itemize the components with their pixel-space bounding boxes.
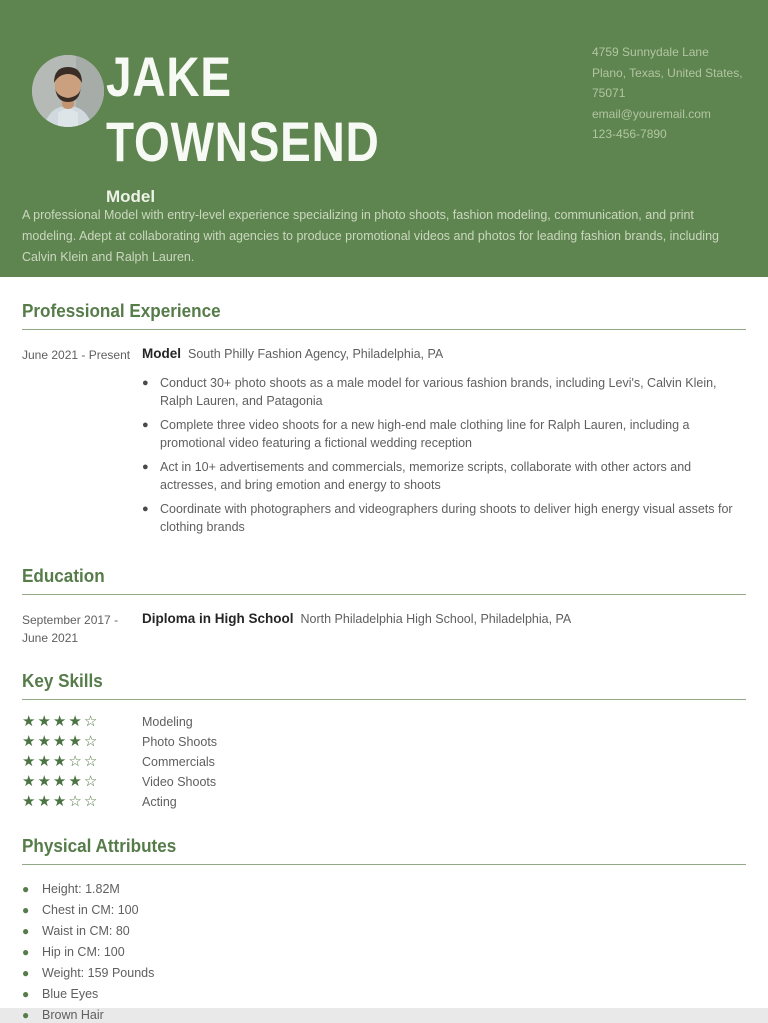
section-education: [22, 566, 746, 647]
contact-address-line-3: 75071: [592, 86, 626, 100]
skill-label: Acting: [142, 795, 177, 809]
star-filled-icon: ★: [68, 713, 84, 730]
star-filled-icon: ★: [22, 773, 38, 790]
star-filled-icon: ★: [37, 793, 53, 810]
star-empty-icon: ☆: [68, 793, 84, 810]
star-filled-icon: ★: [68, 733, 84, 750]
skill-rating-stars: [22, 792, 134, 812]
star-filled-icon: ★: [52, 753, 69, 770]
physical-attribute: ● Height: 1.82M: [22, 882, 120, 896]
physical-attribute: ● Chest in CM: 100: [22, 903, 139, 917]
skill-label: Modeling: [142, 715, 193, 729]
experience-heading: Professional Experience: [22, 301, 746, 330]
contact-email: email@youremail.com: [592, 106, 711, 121]
skill-rating-stars: [22, 712, 134, 732]
name-block: [106, 44, 440, 207]
experience-bullet: ● Act in 10+ advertisements and commercials, memorize scripts, collaborate with other actors and actresses, and bring emotion and energy to shoots: [142, 460, 692, 492]
bullet-icon: ●: [142, 503, 149, 515]
star-filled-icon: ★: [52, 733, 69, 750]
education-heading: Education: [22, 566, 746, 595]
physical-attribute: ● Waist in CM: 80: [22, 924, 130, 938]
experience-bullet: ● Complete three video shoots for a new high-end male clothing line for Ralph Lauren, including a promotional video featuring a fictional wedding reception: [142, 418, 690, 450]
candidate-name: [106, 44, 440, 174]
skill-rating-stars: [22, 732, 134, 752]
physical-attributes-list: [22, 881, 746, 1023]
education-degree: Diploma in High School: [142, 611, 294, 626]
skill-row: [22, 752, 746, 772]
candidate-first-name: JAKE: [106, 45, 232, 108]
star-filled-icon: ★: [37, 733, 53, 750]
bullet-icon: ●: [142, 419, 149, 431]
skill-label: Commercials: [142, 755, 215, 769]
star-filled-icon: ★: [68, 773, 84, 790]
bullet-icon: ●: [142, 377, 149, 389]
profile-photo: [32, 55, 104, 127]
star-filled-icon: ★: [22, 753, 38, 770]
contact-address-line-2: Plano, Texas, United States,: [592, 65, 743, 80]
experience-role: Model: [142, 346, 181, 361]
star-empty-icon: ☆: [83, 713, 100, 730]
physical-attribute: ● Brown Hair: [22, 1008, 104, 1022]
star-filled-icon: ★: [37, 773, 53, 790]
contact-info: [592, 42, 757, 145]
experience-bullet: ● Coordinate with photographers and videographers during shoots to deliver high energy visual assets for clothing brands: [142, 502, 733, 534]
experience-date: June 2021 - Present: [22, 348, 131, 362]
education-date: September 2017 - June 2021: [22, 613, 119, 645]
star-empty-icon: ☆: [83, 773, 100, 790]
education-entry: [22, 609, 746, 647]
profile-summary: A professional Model with entry-level experience specializing in photo shoots, fashion modeling, communication, and print modeling. Adept at collaborating with agencies to produce promotional videos and photos for leading fashion brands, including Calvin Klein and Ralph Lauren.: [22, 208, 719, 264]
skill-row: [22, 772, 746, 792]
skill-label: Video Shoots: [142, 775, 217, 789]
experience-role-line: [142, 344, 746, 364]
skill-row: [22, 792, 746, 812]
contact-phone: 123-456-7890: [592, 127, 667, 141]
skill-row: [22, 732, 746, 752]
star-filled-icon: ★: [37, 713, 53, 730]
physical-attributes-heading: Physical Attributes: [22, 836, 746, 865]
star-filled-icon: ★: [52, 713, 69, 730]
star-filled-icon: ★: [22, 733, 38, 750]
star-filled-icon: ★: [37, 753, 53, 770]
job-title: Model: [106, 187, 156, 206]
contact-address-line-1: 4759 Sunnydale Lane: [592, 45, 709, 59]
bullet-icon: ●: [22, 987, 30, 1001]
star-empty-icon: ☆: [68, 753, 84, 770]
section-experience: [22, 301, 746, 542]
skill-row: [22, 712, 746, 732]
skill-rating-stars: [22, 752, 134, 772]
skills-heading: Key Skills: [22, 671, 746, 700]
bullet-icon: ●: [22, 945, 30, 959]
star-filled-icon: ★: [52, 793, 69, 810]
candidate-last-name: TOWNSEND: [106, 110, 380, 173]
resume-body: [0, 301, 768, 1023]
skills-list: [22, 712, 746, 812]
bullet-icon: ●: [22, 966, 30, 980]
skill-rating-stars: [22, 772, 134, 792]
education-degree-line: [142, 609, 746, 629]
bullet-icon: ●: [142, 461, 149, 473]
bullet-icon: ●: [22, 924, 30, 938]
bullet-icon: ●: [22, 1008, 30, 1022]
star-empty-icon: ☆: [83, 753, 100, 770]
physical-attribute: ● Weight: 159 Pounds: [22, 966, 155, 980]
experience-organization: South Philly Fashion Agency, Philadelphia, PA: [188, 347, 444, 361]
star-empty-icon: ☆: [83, 793, 100, 810]
resume-header: [0, 0, 768, 277]
bullet-icon: ●: [22, 903, 30, 917]
experience-bullet: ● Conduct 30+ photo shoots as a male model for various fashion brands, including Levi's, Calvin Klein, Ralph Lauren, and Patagonia: [142, 376, 717, 408]
avatar: [32, 55, 104, 127]
section-skills: [22, 671, 746, 812]
physical-attribute: ● Hip in CM: 100: [22, 945, 125, 959]
experience-entry: [22, 344, 746, 542]
star-empty-icon: ☆: [83, 733, 100, 750]
star-filled-icon: ★: [22, 713, 38, 730]
skill-label: Photo Shoots: [142, 735, 218, 749]
bullet-icon: ●: [22, 882, 30, 896]
star-filled-icon: ★: [22, 793, 38, 810]
education-school: North Philadelphia High School, Philadelphia, PA: [300, 612, 572, 626]
star-filled-icon: ★: [52, 773, 69, 790]
section-physical-attributes: [22, 836, 746, 1023]
experience-bullet-list: [142, 374, 746, 536]
physical-attribute: ● Blue Eyes: [22, 987, 99, 1001]
